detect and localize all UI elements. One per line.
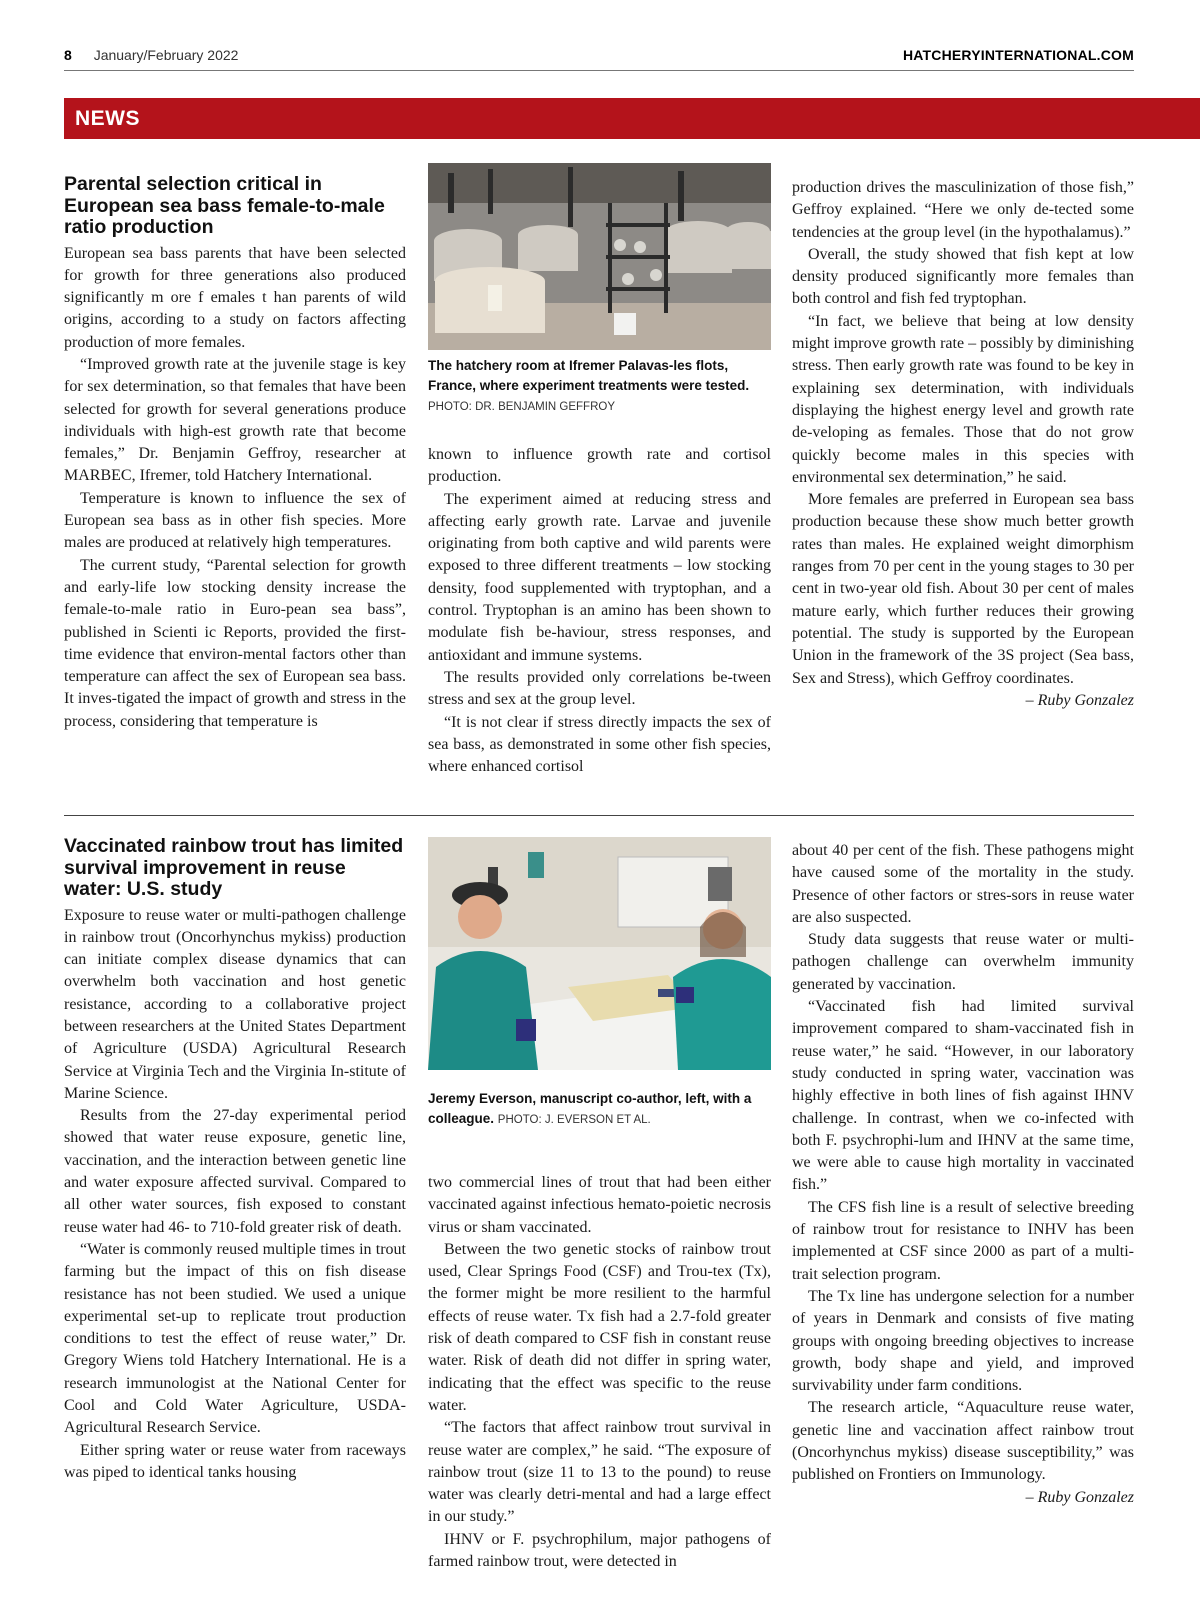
article2-paragraph: “Vaccinated fish had limited survival improvement compared to sham-vaccinated fish in reuse water,” he said. “However, in our laboratory study conducted in spring water, vaccination was highly effective in both lines of fish against IHNV challenge. In contrast, when we co-infected with both F. psychrophi-lum and IHNV at the same time, we were able to cause high mortality in vaccinated fish.” [792, 998, 1134, 1194]
article1-headline: Parental selection critical in European sea bass female-to-male ratio production [64, 174, 385, 238]
researchers-illustration [428, 837, 771, 1070]
article2-column1 [64, 836, 406, 1576]
article1-photo-caption-block [428, 356, 771, 417]
article2-paragraph: The CFS fish line is a result of selective breeding of rainbow trout for resistance to INHV has been implemented at CSF since 2000 as part of a multi-trait selection program. [792, 1198, 1134, 1283]
article1-paragraph: Temperature is known to influence the sex of European sea bass as in other fish species. More males are produced at relatively high temperatures. [64, 489, 406, 552]
article2-paragraph: The research article, “Aquaculture reuse water, genetic line and vaccination affect rainbow trout (Oncorhynchus mykiss) disease susceptibility,” was published on Frontiers on Immunology. [792, 1399, 1134, 1484]
article2-headline: Vaccinated rainbow trout has limited survival improvement in reuse water: U.S. study [64, 836, 404, 900]
article1-paragraph: known to influence growth rate and cortisol production. [428, 446, 771, 486]
page-number: 8 [64, 47, 72, 63]
article2-photo-caption-block [428, 1089, 771, 1130]
article2-column3 [792, 840, 1134, 1580]
page-header-left [64, 47, 238, 63]
researchers-photo [428, 837, 771, 1070]
article1-paragraph: The results provided only correlations be-tween stress and sex at the group level. [428, 668, 771, 709]
article2-column2 [428, 1172, 771, 1572]
article2-paragraph: two commercial lines of trout that had been either vaccinated against infectious hemato-poietic necrosis virus or sham vaccinated. [428, 1174, 771, 1236]
article1-column1 [64, 174, 406, 802]
article2-paragraph: Exposure to reuse water or multi-pathogen challenge in rainbow trout (Oncorhynchus mykiss) production can initiate complex disease dynamics that can overwhelm both vaccination and host genetic resistance, according to a collaborative project between researchers at the United States Department of Agriculture (USDA) Agricultural Research Service at Virginia Tech and the Virginia In-stitute of Marine Science. [64, 906, 406, 1102]
article1-paragraph: “Improved growth rate at the juvenile stage is key for sex determination, so that females that have been selected for growth for several generations produce individuals with high-est growth rate that become females,” Dr. Benjamin Geffroy, researcher at MARBEC, Ifremer, told Hatchery International. [64, 355, 406, 485]
article1-paragraph: European sea bass parents that have been selected for growth for three generations also produced significantly m ore f emales t han parents of wild origins, according to a study on factors affecting production of more females. [64, 244, 406, 351]
article1-column3 [792, 177, 1134, 807]
hatchery-room-illustration [428, 163, 771, 350]
article2-paragraph: “Water is commonly reused multiple times in trout farming but the impact of this on fish disease resistance has not been studied. We used a unique experimental set-up to replicate trout production conditions to test the effect of reuse water,” Dr. Gregory Wiens told Hatchery International. He is a research immunologist at the National Center for Cool and Cold Water Agriculture, USDA-Agricultural Research Service. [64, 1240, 406, 1437]
section-banner [64, 98, 1200, 139]
article2-paragraph: The Tx line has undergone selection for a number of years in Denmark and consists of five mating groups with ongoing breeding objectives to increase growth, body shape and yield, and improved survivability under farm conditions. [792, 1287, 1134, 1395]
article-divider [64, 815, 1134, 816]
header-divider [64, 70, 1134, 71]
article2-paragraph: “The factors that affect rainbow trout survival in reuse water are complex,” he said. “The exposure of rainbow trout (size 11 to 13 to the pound) to reuse water was clearly detri-mental and had a large effect in our study.” [428, 1419, 771, 1526]
article2-paragraph: IHNV or F. psychrophilum, major pathogens of farmed rainbow trout, were detected in [428, 1530, 771, 1571]
article2-paragraph: Either spring water or reuse water from raceways was piped to identical tanks housing [64, 1441, 406, 1481]
article1-byline: – Ruby Gonzalez [1025, 691, 1134, 709]
article1-photo-caption: The hatchery room at Ifremer Palavas-les flots, France, where experiment treatments were tested. [428, 358, 750, 393]
article1-paragraph: More females are preferred in European sea bass production because these show much better growth rates than males. He explained weight dimorphism ranges from 70 per cent in the young stages to 30 per cent in two-year old fish. About 30 per cent of males mature early, which further reduces their growing potential. The study is supported by the European Union in the framework of the 3S project (Sea bass, Sex and Stress), which Geffroy coordinates. [792, 491, 1134, 687]
article1-paragraph: production drives the masculinization of those fish,” Geffroy explained. “Here we only de-tected some tendencies at the group level (in the hypothalamus).” [792, 179, 1134, 241]
section-title: NEWS [75, 107, 140, 130]
hatchery-room-photo [428, 163, 771, 350]
article2-paragraph: about 40 per cent of the fish. These pathogens might have caused some of the mortality in the study. Presence of other factors or stres-sors in reuse water are also suspected. [792, 842, 1134, 926]
article1-column2 [428, 444, 771, 804]
issue-date: January/February 2022 [93, 47, 239, 63]
article2-paragraph: Between the two genetic stocks of rainbow trout used, Clear Springs Food (CSF) and Trou-tex (Tx), the former might be more resilient to the harmful effects of reuse water. Tx fish had a 2.7-fold greater risk of death compared to CSF fish in constant reuse water. Risk of death did not differ in spring water, indicating that the effect was specific to the reuse water. [428, 1240, 771, 1414]
site-name: HATCHERYINTERNATIONAL.COM [902, 47, 1134, 63]
article1-paragraph: “It is not clear if stress directly impacts the sex of sea bass, as demonstrated in some other fish species, where enhanced cortisol [428, 713, 771, 776]
article2-photo-credit: PHOTO: J. EVERSON ET AL. [497, 1114, 651, 1126]
article2-byline: – Ruby Gonzalez [1025, 1488, 1134, 1506]
article1-paragraph: Overall, the study showed that fish kept at low density produced significantly more females than both control and fish fed tryptophan. [792, 245, 1134, 308]
article1-paragraph: The current study, “Parental selection for growth and early-life low stocking density increase the female-to-male ratio in Euro-pean sea bass”, published in Scienti ic Reports, provided the first-time evidence that environ-mental factors other than temperature can affect the sex of European sea bass. It inves-tigated the impact of growth and stress in the process, considering that temperature is [64, 556, 406, 730]
article1-photo-credit: PHOTO: DR. BENJAMIN GEFFROY [428, 401, 615, 413]
article2-photo-caption: Jeremy Everson, manuscript co-author, left, with a colleague. [428, 1091, 752, 1126]
article1-paragraph: The experiment aimed at reducing stress and affecting early growth rate. Larvae and juvenile originating from both captive and wild parents were exposed to three different treatments – low stocking density, food supplemented with tryptophan, and a control. Tryptophan is an amino has been shown to modulate fish be-haviour, stress responses, and antioxidant and immune systems. [428, 490, 771, 664]
article2-paragraph: Results from the 27-day experimental period showed that water reuse exposure, genetic line, vaccination, and the interaction between genetic line and water exposure affected survival. Compared to all other water sources, fish exposed to constant reuse water had 46- to 710-fold greater risk of death. [64, 1107, 406, 1236]
article1-paragraph: “In fact, we believe that being at low density might improve growth rate – possibly by diminishing stress. Then early growth rate was found to be key in explaining sex determination, with individuals displaying the highest energy level and growth rate de-veloping as females. Those that do not grow quickly become males in this species with environmental sex determination,” he said. [792, 312, 1134, 486]
article2-paragraph: Study data suggests that reuse water or multi-pathogen challenge can overwhelm immunity generated by vaccination. [792, 931, 1134, 993]
